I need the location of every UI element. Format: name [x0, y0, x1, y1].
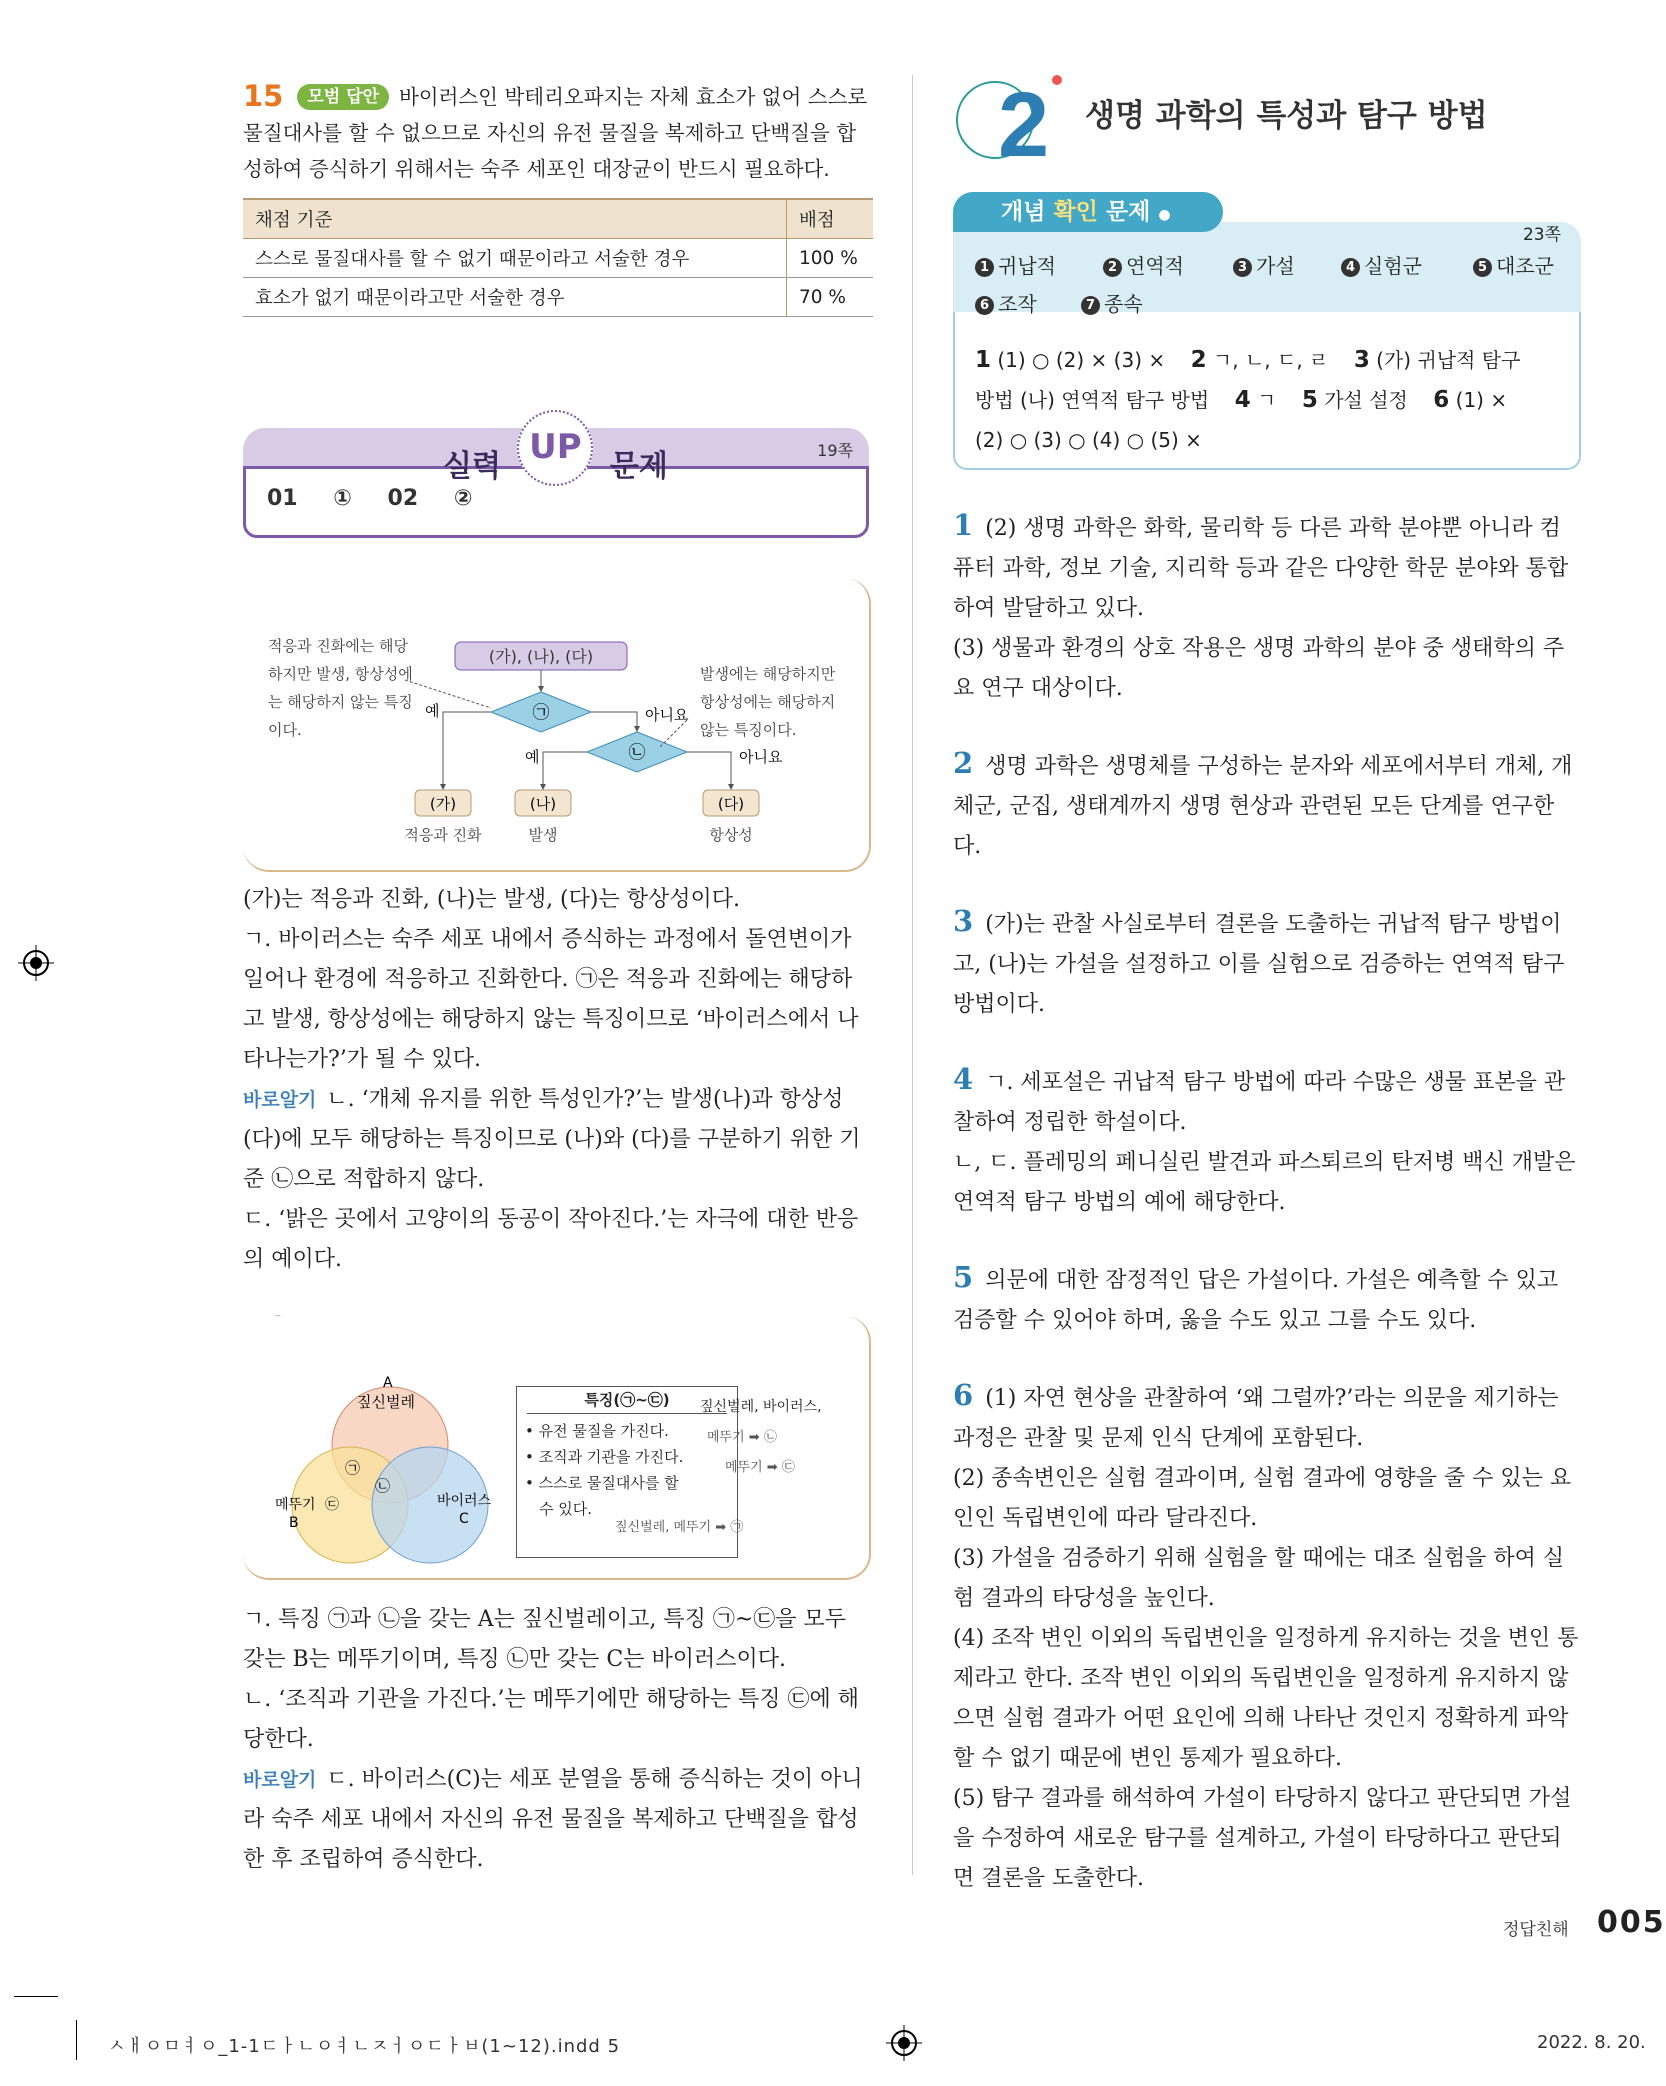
column-divider: [912, 75, 913, 1875]
q01-explanation: [243, 880, 873, 1280]
up-circle-badge: UP: [517, 410, 593, 486]
feature-answer: 짚신벌레, 메뚜기 ➡ ㉠: [615, 1520, 744, 1535]
node-1-label: ㉠: [532, 703, 550, 723]
explanation-text: (5) 탐구 결과를 해석하여 가설이 타당하지 않다고 판단되면 가설을 수정하여 새로운 탐구를 설계하고, 가설이 타당하다고 판단되면 결론을 도출한다.: [953, 1786, 1572, 1891]
concept-tab: 개념 확인 문제 ●: [953, 192, 1223, 232]
venn-b-letter: B: [289, 1515, 299, 1531]
up-title-left: 실력: [443, 449, 501, 484]
feature-item: • 조직과 기관을 가진다.: [525, 1448, 684, 1466]
term-item: [975, 288, 1037, 317]
concept-check-box: [953, 192, 1581, 474]
question-15: [243, 78, 873, 187]
term-marker: 7: [1081, 296, 1100, 315]
explanation-text: (4) 조작 변인 이외의 독립변인을 일정하게 유지하는 것을 변인 통제라고 한다. 조작 변인 이외의 독립변인을 일정하게 유지하지 않으면 실험 결과가 어떤 요인에 의해 나타난 것인지 정확하게 파악할 수 없기 때문에 변인 통제가 필요하다.: [953, 1626, 1579, 1771]
leaf-1-caption: 적응과 진화: [404, 826, 482, 844]
page-reference: 23쪽: [1522, 225, 1561, 245]
explanation-item: [953, 1257, 1581, 1341]
term-marker: 4: [1341, 258, 1360, 277]
answer-text: 가설 설정: [1317, 388, 1408, 412]
term-text: 종속: [1104, 292, 1143, 316]
venn-diagram: [265, 1375, 525, 1565]
answer-number: 3: [1353, 347, 1370, 373]
explanation-text: (3) 가설을 검증하기 위해 실험을 할 때에는 대조 실험을 하여 실험 결과의 타당성을 높인다.: [953, 1546, 1565, 1611]
flow-right-note: 발생에는 해당하지만 항상성에는 해당하지 않는 특징이다.: [700, 665, 836, 739]
answer-number: 1: [975, 347, 992, 373]
explanation-text: (1) 자연 현상을 관찰하여 ‘왜 그럴까?’라는 의문을 제기하는 과정은 관찰 및 문제 인식 단계에 포함된다.: [953, 1386, 1559, 1451]
explanation-text: 의문에 대한 잠정적인 답은 가설이다. 가설은 예측할 수 있고 검증할 수 있어야 하며, 옳을 수도 있고 그를 수도 있다.: [953, 1268, 1559, 1333]
term-item: [1103, 250, 1184, 279]
file-date: 2022. 8. 20.: [1537, 2032, 1646, 2053]
term-item: [1081, 288, 1143, 317]
baro-label: 바로알기: [243, 1769, 317, 1791]
explanation-text: (2) 생명 과학은 화학, 물리학 등 다른 과학 분야뿐 아니라 컴퓨터 과학, 정보 기술, 지리학 등과 같은 다양한 학문 분야와 통합하여 발달하고 있다.: [953, 516, 1569, 621]
explanation-item: [953, 1375, 1581, 1459]
no-label: 아니요: [739, 748, 783, 766]
registration-mark-icon: [18, 945, 54, 981]
q02-p3-wrap: [243, 1760, 873, 1880]
explanation-text: (3) 생물과 환경의 상호 작용은 생명 과학의 분야 중 생태학의 주요 연구 대상이다.: [953, 636, 1565, 701]
section-number-emblem: [953, 70, 1063, 176]
venn-mark-1: ㉠: [345, 1459, 361, 1477]
term-text: 가설: [1256, 254, 1295, 278]
grading-table: [243, 198, 873, 317]
registration-mark-icon: [886, 2025, 922, 2061]
explanation-text: ㄴ, ㄷ. 플레밍의 페니실린 발견과 파스퇴르의 탄저병 백신 개발은 연역적 탐구 방법의 예에 해당한다.: [953, 1150, 1576, 1215]
baro-label: 바로알기: [243, 1089, 317, 1111]
model-answer-badge: 모범 답안: [297, 84, 389, 110]
venn-c-name: 바이러스: [437, 1493, 492, 1509]
explanation-number: 2: [953, 746, 974, 780]
answer-text: 방법 (나) 연역적 탐구 방법: [975, 388, 1210, 412]
page-reference: 19쪽: [817, 441, 853, 460]
answer-line: [975, 340, 1565, 380]
table-cell: 70 %: [787, 278, 874, 317]
no-label: 아니요: [645, 706, 689, 724]
answer-line: (2) ○ (3) ○ (4) ○ (5) ×: [975, 428, 1202, 452]
concept-title-a: 개념: [1001, 199, 1054, 225]
term-text: 대조군: [1496, 254, 1554, 278]
venn-mark-2: ㉡: [375, 1477, 391, 1495]
feature-list: [517, 1414, 737, 1526]
q02-explanation: [243, 1600, 873, 1880]
explanation-item: [953, 1059, 1581, 1143]
feature-item: • 유전 물질을 가진다.: [525, 1422, 669, 1440]
crop-mark: [76, 2020, 77, 2060]
term-marker: 6: [975, 296, 994, 315]
file-slug: ㅅㅐㅇㅁㅕㅇ_1-1ㄷㅏㄴㅇㅕㄴㅈㅓㅇㄷㅏㅂ(1~12).indd 5: [108, 2036, 621, 2057]
venn-a-name: 짚신벌레: [357, 1393, 415, 1411]
answer-number: 2: [1190, 347, 1207, 373]
q02-p2: ㄴ. ‘조직과 기관을 가진다.’는 메뚜기에만 해당하는 특징 ㉢에 해당한다.: [243, 1687, 859, 1752]
venn-c-letter: C: [459, 1511, 469, 1527]
feature-item: 수 있다.: [539, 1500, 593, 1518]
venn-a-letter: A: [383, 1375, 393, 1391]
answer-number: 4: [1234, 387, 1251, 413]
q01-p3-wrap: [243, 1080, 873, 1200]
feature-note-top: 짚신벌레, 바이러스,: [700, 1399, 822, 1415]
q01-p1: (가)는 적응과 진화, (나)는 발생, (다)는 항상성이다.: [243, 887, 740, 912]
table-cell: 100 %: [787, 239, 874, 278]
q15-text-line1: 바이러스인 박테리오파지는 자체 효소가 없어 스스로 물: [243, 85, 868, 145]
answer-number: 5: [1301, 387, 1318, 413]
section-title: 생명 과학의 특성과 탐구 방법: [1085, 98, 1488, 134]
explanation-text: 생명 과학은 생명체를 구성하는 분자와 세포에서부터 개체, 개체군, 군집, 생태계까지 생명 현상과 관련된 모든 단계를 연구한다.: [953, 754, 1573, 859]
explanations: [953, 505, 1581, 1899]
table-header: 채점 기준: [243, 199, 787, 239]
feature-answer: 메뚜기 ➡ ㉡: [707, 1430, 777, 1445]
section-number: 2: [998, 74, 1050, 176]
term-marker: 1: [975, 258, 994, 277]
explanation-number: 5: [953, 1260, 974, 1294]
up-title-right: 문제: [609, 449, 668, 484]
answer-line: [975, 380, 1565, 420]
explanation-item: [953, 743, 1581, 867]
term-marker: 2: [1103, 258, 1122, 277]
leaf-3-label: (다): [717, 795, 745, 813]
explanation-number: 1: [953, 508, 974, 542]
explanation-number: 3: [953, 904, 974, 938]
term-item: [975, 250, 1056, 279]
flow-top-label: (가), (나), (다): [488, 647, 594, 666]
explanation-text: ㄱ. 세포설은 귀납적 탐구 방법에 따라 수많은 생물 표본을 관찰하여 정립한 학설이다.: [953, 1070, 1566, 1135]
venn-b-mark: ㉢: [325, 1497, 339, 1513]
question-number: 15: [243, 79, 284, 113]
table-cell: 효소가 없기 때문이라고만 서술한 경우: [243, 278, 787, 317]
table-row: [243, 239, 873, 278]
feature-title: 특징(㉠~㉢): [527, 1387, 727, 1414]
term-item: [1473, 250, 1554, 279]
term-item: [1341, 250, 1422, 279]
feature-answer: 메뚜기 ➡ ㉢: [725, 1460, 795, 1475]
answer-text: (1) ×: [1449, 388, 1508, 412]
footer-tag: 정답친해: [1503, 1920, 1569, 1940]
up-answers: 01 ① 02 ②: [267, 486, 473, 511]
q02-p3: ㄷ. 바이러스(C)는 세포 분열을 통해 증식하는 것이 아니라 숙주 세포 내에서 자신의 유전 물질을 복제하고 단백질을 합성한 후 조립하여 증식한다.: [243, 1767, 863, 1872]
table-row: [243, 278, 873, 317]
term-text: 연역적: [1126, 254, 1184, 278]
leaf-2-caption: 발생: [528, 826, 558, 844]
explanation-item: [953, 901, 1581, 1025]
concept-title-c: 문제: [1097, 199, 1151, 225]
feature-item: • 스스로 물질대사를 할: [525, 1474, 679, 1492]
explanation-text: (가)는 관찰 사실로부터 결론을 도출하는 귀납적 탐구 방법이고, (나)는 가설을 설정하고 이를 실험으로 검증하는 연역적 탐구 방법이다.: [953, 912, 1565, 1017]
crop-mark: [14, 1996, 58, 1997]
term-text: 실험군: [1364, 254, 1422, 278]
q01-p3: ㄴ. ‘개체 유지를 위한 특성인가?’는 발생(나)과 항상성(다)에 모두 해당하는 특징이므로 (나)와 (다)를 구분하기 위한 기준 ㉡으로 적합하지 않다.: [243, 1087, 861, 1192]
concept-answers: [975, 340, 1565, 460]
q01-p4: ㄷ. ‘밝은 곳에서 고양이의 동공이 작아진다.’는 자극에 대한 반응의 예이다.: [243, 1207, 859, 1272]
q15-text-rest: 질대사를 할 수 없으므로 자신의 유전 물질을 복제하고 단백질을 합성하여 증식하기 위해서는 숙주 세포인 대장균이 반드시 필요하다.: [243, 121, 857, 181]
explanation-number: 6: [953, 1378, 974, 1412]
table-header: 배점: [787, 199, 874, 239]
explanation-item: [953, 505, 1581, 629]
term-text: 조작: [998, 292, 1037, 316]
answer-number: 6: [1433, 387, 1450, 413]
term-marker: 3: [1233, 258, 1252, 277]
yes-label: 예: [425, 702, 440, 720]
q01-p2: ㄱ. 바이러스는 숙주 세포 내에서 증식하는 과정에서 돌연변이가 일어나 환경에 적응하고 진화한다. ㉠은 적응과 진화에는 해당하고 발생, 항상성에는 해당하지 않는 특징이므로 ‘바이러스에서 나타나는가?’가 될 수 있다.: [243, 927, 859, 1072]
table-header-row: [243, 199, 873, 239]
node-2-label: ㉡: [628, 743, 646, 763]
term-marker: 5: [1473, 258, 1492, 277]
table-cell: 스스로 물질대사를 할 수 없기 때문이라고 서술한 경우: [243, 239, 787, 278]
up-title: [443, 428, 668, 504]
leaf-2-label: (나): [529, 795, 557, 813]
concept-title-b: 확인: [1053, 199, 1098, 225]
term-item: [1233, 250, 1295, 279]
explanation-text: (2) 종속변인은 실험 결과이며, 실험 결과에 영향을 줄 수 있는 요인인 독립변인에 따라 달라진다.: [953, 1466, 1572, 1531]
venn-b-name: 메뚜기: [275, 1497, 316, 1513]
page-number: 005: [1597, 1905, 1666, 1940]
answer-text: (1) ○ (2) × (3) ×: [991, 348, 1166, 372]
leaf-3-caption: 항상성: [709, 826, 753, 844]
explanation-number: 4: [953, 1062, 974, 1096]
term-text: 귀납적: [998, 254, 1056, 278]
yes-label: 예: [525, 748, 540, 766]
answer-text: (가) 귀납적 탐구: [1369, 348, 1521, 372]
answer-text: ㄱ: [1250, 388, 1277, 412]
leaf-1-label: (가): [429, 795, 457, 813]
up-problem-box: [243, 428, 869, 538]
answer-text: ㄱ, ㄴ, ㄷ, ㄹ: [1206, 348, 1329, 372]
q02-p1: ㄱ. 특징 ㉠과 ㉡을 갖는 A는 짚신벌레이고, 특징 ㉠~㉢을 모두 갖는 B는 메뚜기이며, 특징 ㉡만 갖는 C는 바이러스이다.: [243, 1607, 847, 1672]
flow-left-note: 적응과 진화에는 해당하지만 발생, 항상성에는 해당하지 않는 특징이다.: [268, 637, 413, 739]
